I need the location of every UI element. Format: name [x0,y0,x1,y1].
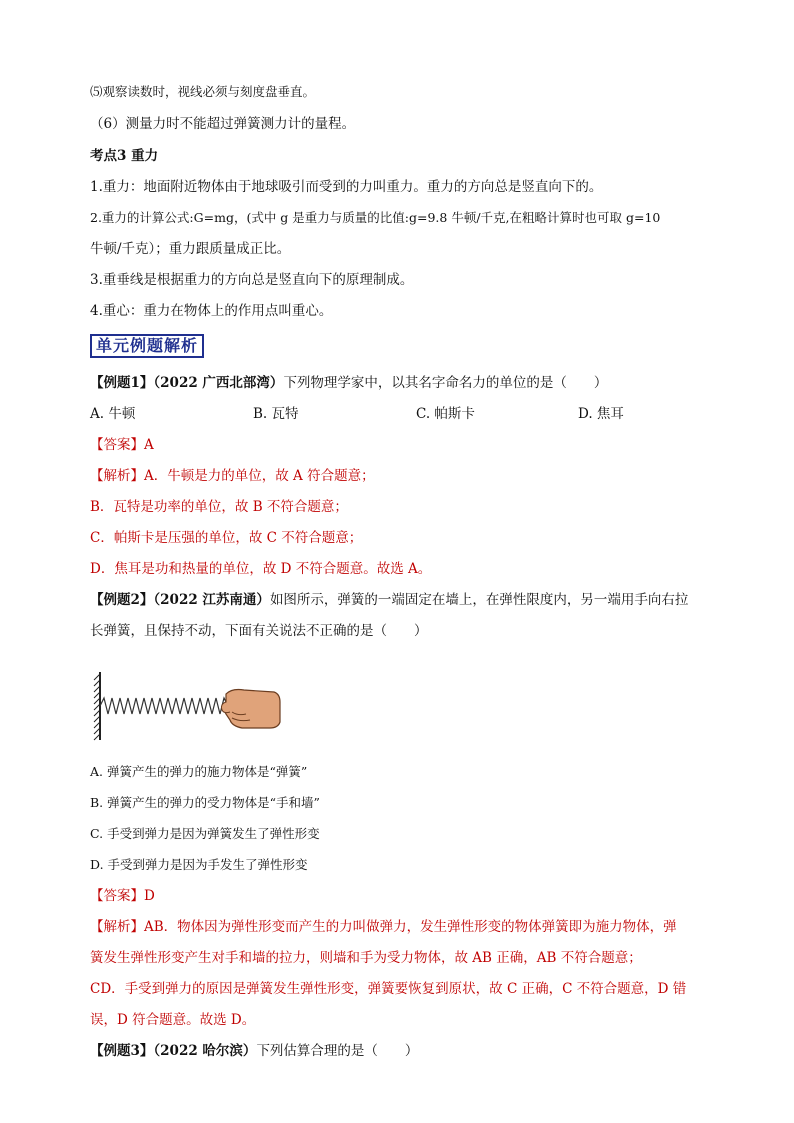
ex1-answer: 【答案】A [90,437,154,453]
knowledge-item-5: ⑸观察读数时，视线必须与刻度盘垂直。 [90,84,316,99]
ex1-option-c: C. 帕斯卡 [416,406,475,422]
ex2-question-cont: 长弹簧，且保持不动，下面有关说法不正确的是（ ） [90,623,428,639]
ex1-analysis-4: D．焦耳是功和热量的单位，故 D 不符合题意。故选 A。 [90,561,432,577]
ex1-analysis-1: 【解析】A．牛顿是力的单位，故 A 符合题意； [90,468,375,484]
ex2-analysis-4: 误，D 符合题意。故选 D。 [90,1012,256,1028]
ex1-question: 下列物理学家中，以其名字命名力的单位的是（ ） [283,375,608,391]
ex3-question: 下列估算合理的是（ ） [256,1043,419,1059]
ex3-question-line [90,1041,418,1061]
section-title: 单元例题解析 [90,334,204,358]
ex1-analysis-3: C．帕斯卡是压强的单位，故 C 不符合题意； [90,530,363,546]
gravity-formula-cont: 牛顿/千克）；重力跟质量成正比。 [90,241,291,257]
ex1-source: （2022 广西北部湾） [153,375,284,391]
ex2-analysis-3: CD．手受到弹力的原因是弹簧发生弹性形变，弹簧要恢复到原状，故 C 正确，C 不符合题意，D 错 [90,981,687,997]
spring-wall-hand-figure [92,668,282,744]
ex2-question: 如图所示，弹簧的一端固定在墙上，在弹性限度内，另一端用手向右拉 [269,592,689,608]
point3-title: 考点3 重力 [90,148,159,164]
wall-icon [94,672,100,740]
ex2-question-line [90,590,688,610]
ex1-question-line [90,373,607,393]
ex2-option-d: D. 手受到弹力是因为手发生了弹性形变 [90,857,308,872]
ex1-analysis-2: B．瓦特是功率的单位，故 B 不符合题意； [90,499,348,515]
ex1-option-b: B. 瓦特 [253,406,299,422]
knowledge-item-6: （6）测量力时不能超过弹簧测力计的量程。 [90,116,356,132]
ex1-option-d: D. 焦耳 [578,406,624,422]
center-of-gravity: 4.重心：重力在物体上的作用点叫重心。 [90,303,333,319]
ex2-analysis-1: 【解析】AB．物体因为弹性形变而产生的力叫做弹力，发生弹性形变的物体弹簧即为施力物体，弹 [90,919,677,935]
ex1-tag: 【例题1】 [90,375,154,391]
plumb-line: 3.重垂线是根据重力的方向总是竖直向下的原理制成。 [90,272,414,288]
ex2-option-c: C. 手受到弹力是因为弹簧发生了弹性形变 [90,826,320,841]
gravity-formula: 2.重力的计算公式:G=mg，(式中 g 是重力与质量的比值:g=9.8 牛顿/千克,在粗略计算时也可取 g=10 [90,210,661,225]
ex2-option-a: A. 弹簧产生的弹力的施力物体是“弹簧” [90,764,308,779]
ex2-answer: 【答案】D [90,888,155,904]
ex2-analysis-2: 簧发生弹性形变产生对手和墙的拉力，则墙和手为受力物体，故 AB 正确，AB 不符合题意； [90,950,642,966]
ex2-tag: 【例题2】 [90,592,154,608]
gravity-definition: 1.重力：地面附近物体由于地球吸引而受到的力叫重力。重力的方向总是竖直向下的。 [90,179,603,195]
ex2-option-b: B. 弹簧产生的弹力的受力物体是“手和墙” [90,795,320,810]
ex1-option-a: A. 牛顿 [90,406,136,422]
hand-icon [222,690,281,729]
ex3-source: （2022 哈尔滨） [153,1043,257,1059]
ex3-tag: 【例题3】 [90,1043,154,1059]
ex2-source: （2022 江苏南通） [153,592,270,608]
spring-icon [100,698,228,714]
